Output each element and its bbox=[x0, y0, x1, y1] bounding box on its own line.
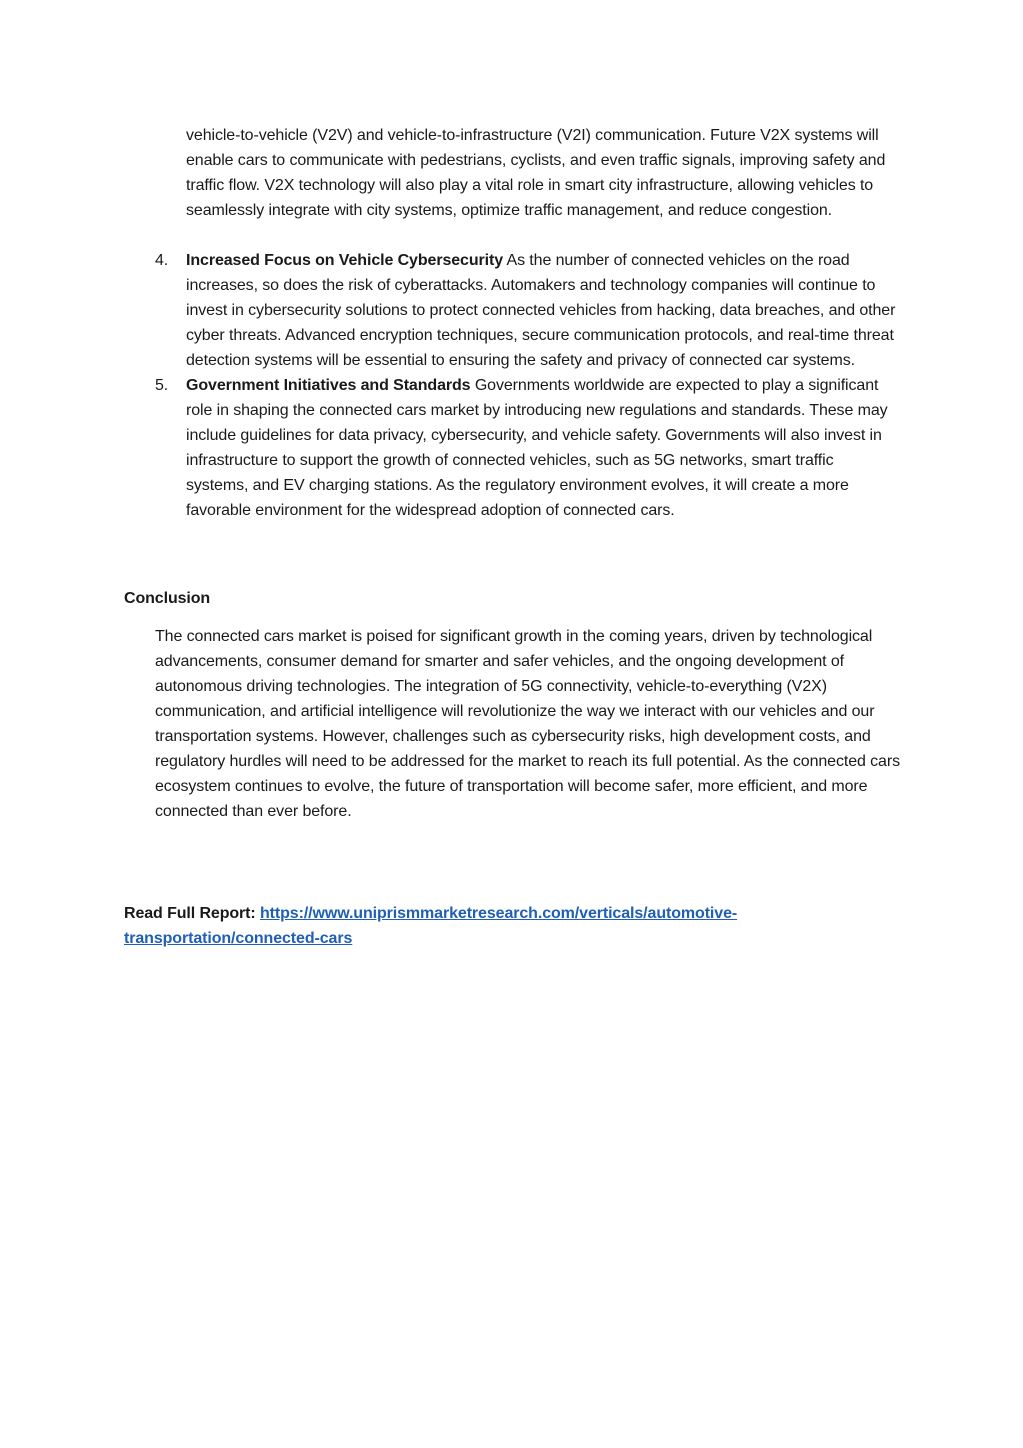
read-full-report bbox=[124, 901, 824, 951]
list-item-body: As the number of connected vehicles on the road increases, so does the risk of cyberattacks. Automakers and technology companies will continue to invest in cybersecurity solutions to protect connected vehicles from hacking, data breaches, and other cyber threats. Advanced encryption techniques, secure communication protocols, and real-time threat detection systems will be essential to ensuring the safety and privacy of connected car systems. bbox=[186, 252, 896, 369]
list-number: 4. bbox=[155, 252, 169, 269]
read-more-label: Read Full Report: bbox=[124, 905, 260, 922]
list-item-title: Government Initiatives and Standards bbox=[186, 377, 471, 394]
list-item-5 bbox=[0, 373, 896, 523]
list-number: 5. bbox=[155, 377, 169, 394]
report-link[interactable]: https://www.uniprismmarketresearch.com/verticals/automotive-transportation/connected-cars bbox=[124, 905, 738, 947]
list-item-body: Governments worldwide are expected to play a significant role in shaping the connected cars market by introducing new regulations and standards. These may include guidelines for data privacy, cybersecurity, and vehicle safety. Governments will also invest in infrastructure to support the growth of connected vehicles, such as 5G networks, smart traffic systems, and EV charging stations. As the regulatory environment evolves, it will create a more favorable environment for the widespread adoption of connected cars. bbox=[186, 377, 888, 519]
conclusion-heading: Conclusion bbox=[124, 590, 211, 607]
list-item-4 bbox=[0, 248, 896, 373]
conclusion-paragraph: The connected cars market is poised for significant growth in the coming years, driven by technological advancements, consumer demand for smarter and safer vehicles, and the ongoing development of autonomous driving technologies. The integration of 5G connectivity, vehicle-to-everything (V2X) communication, and artificial intelligence will revolutionize the way we interact with our vehicles and our transportation systems. However, challenges such as cybersecurity risks, high development costs, and regulatory hurdles will need to be addressed for the market to reach its full potential. As the connected cars ecosystem continues to evolve, the future of transportation will become safer, more efficient, and more connected than ever before. bbox=[155, 628, 900, 820]
continued-paragraph: vehicle-to-vehicle (V2V) and vehicle-to-infrastructure (V2I) communication. Future V2X systems will enable cars to communicate with pedestrians, cyclists, and even traffic signals, improving safety and traffic flow. V2X technology will also play a vital role in smart city infrastructure, allowing vehicles to seamlessly integrate with city systems, optimize traffic management, and reduce congestion. bbox=[186, 127, 886, 219]
list-item-title: Increased Focus on Vehicle Cybersecurity bbox=[186, 252, 504, 269]
numbered-list bbox=[0, 248, 900, 523]
